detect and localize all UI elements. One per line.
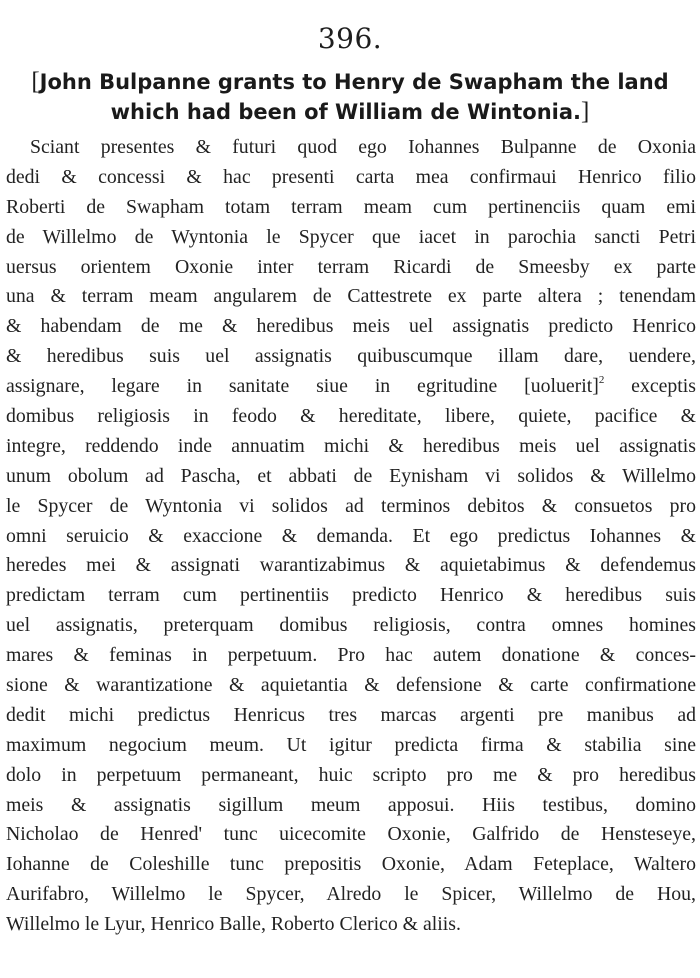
footnote-marker: 2 bbox=[598, 373, 605, 386]
body-line: Willelmo le Lyur, Henrico Balle, Roberto Clerico & aliis. bbox=[6, 913, 461, 936]
title-line-1 bbox=[20, 67, 680, 97]
document-number: 396. bbox=[317, 22, 383, 55]
body-line-text: assignare, legare in sanitate siue in egritudine [uoluerit] bbox=[6, 375, 599, 398]
body-line: omni seruicio & exaccione & demanda. Et ego predictus Iohannes & bbox=[6, 524, 696, 547]
title-bracket-close: ] bbox=[581, 98, 590, 125]
body-line: dolo in perpetuum permaneant, huic scripto pro me & pro heredibus bbox=[6, 763, 696, 786]
body-line: dedit michi predictus Henricus tres marcas argenti pre manibus ad bbox=[6, 703, 696, 726]
body-line: le Spycer de Wyntonia vi solidos ad terminos debitos & consuetos pro bbox=[6, 494, 696, 517]
body-line: meis & assignatis sigillum meum apposui. Hiis testibus, domino bbox=[6, 793, 696, 816]
body-line: & heredibus suis uel assignatis quibuscumque illam dare, uendere, bbox=[6, 345, 696, 368]
body-line: Roberti de Swapham totam terram meam cum pertinenciis quam emi bbox=[6, 195, 696, 218]
body-line: mares & feminas in perpetuum. Pro hac autem donatione & conces- bbox=[6, 644, 696, 667]
body-line: Aurifabro, Willelmo le Spycer, Alredo le Spicer, Willelmo de Hou, bbox=[6, 883, 696, 906]
body-line: maximum negocium meum. Ut igitur predicta firma & stabilia sine bbox=[6, 733, 696, 756]
body-line: uel assignatis, preterquam domibus religiosis, contra omnes homines bbox=[6, 614, 696, 637]
document-title bbox=[20, 67, 680, 127]
body-line: una & terram meam angularem de Cattestrete ex parte altera ; tenendam bbox=[6, 285, 696, 308]
body-line: unum obolum ad Pascha, et abbati de Eynisham vi solidos & Willelmo bbox=[6, 464, 696, 487]
body-line: predictam terram cum pertinentiis predicto Henrico & heredibus suis bbox=[6, 584, 696, 607]
body-line-tail: exceptis bbox=[631, 375, 696, 398]
body-line: de Willelmo de Wyntonia le Spycer que iacet in parochia sancti Petri bbox=[6, 225, 696, 248]
title-bracket-open: [ bbox=[31, 68, 40, 95]
body-line: heredes mei & assignati warantizabimus & aquietabimus & defendemus bbox=[6, 554, 696, 577]
body-line: dedi & concessi & hac presenti carta mea confirmaui Henrico filio bbox=[6, 165, 696, 188]
body-line-with-footnote bbox=[6, 372, 696, 402]
title-line-2-text: which had been of William de Wintonia. bbox=[110, 100, 582, 124]
title-line-2 bbox=[20, 97, 680, 127]
charter-text bbox=[6, 133, 696, 940]
title-line-1-text: John Bulpanne grants to Henry de Swapham the land bbox=[39, 70, 669, 94]
body-line: sione & warantizatione & aquietantia & defensione & carte confirmatione bbox=[6, 674, 696, 697]
body-line: Iohanne de Coleshille tunc prepositis Oxonie, Adam Feteplace, Waltero bbox=[6, 853, 696, 876]
body-line: integre, reddendo inde annuatim michi & heredibus meis uel assignatis bbox=[6, 434, 696, 457]
body-line: & habendam de me & heredibus meis uel assignatis predicto Henrico bbox=[6, 315, 696, 338]
body-line: Sciant presentes & futuri quod ego Iohannes Bulpanne de Oxonia bbox=[30, 136, 696, 158]
body-line: Nicholao de Henred' tunc uicecomite Oxonie, Galfrido de Hensteseye, bbox=[6, 823, 696, 846]
body-line: domibus religiosis in feodo & hereditate, libere, quiete, pacifice & bbox=[6, 405, 696, 428]
body-line: uersus orientem Oxonie inter terram Ricardi de Smeesby ex parte bbox=[6, 255, 696, 278]
